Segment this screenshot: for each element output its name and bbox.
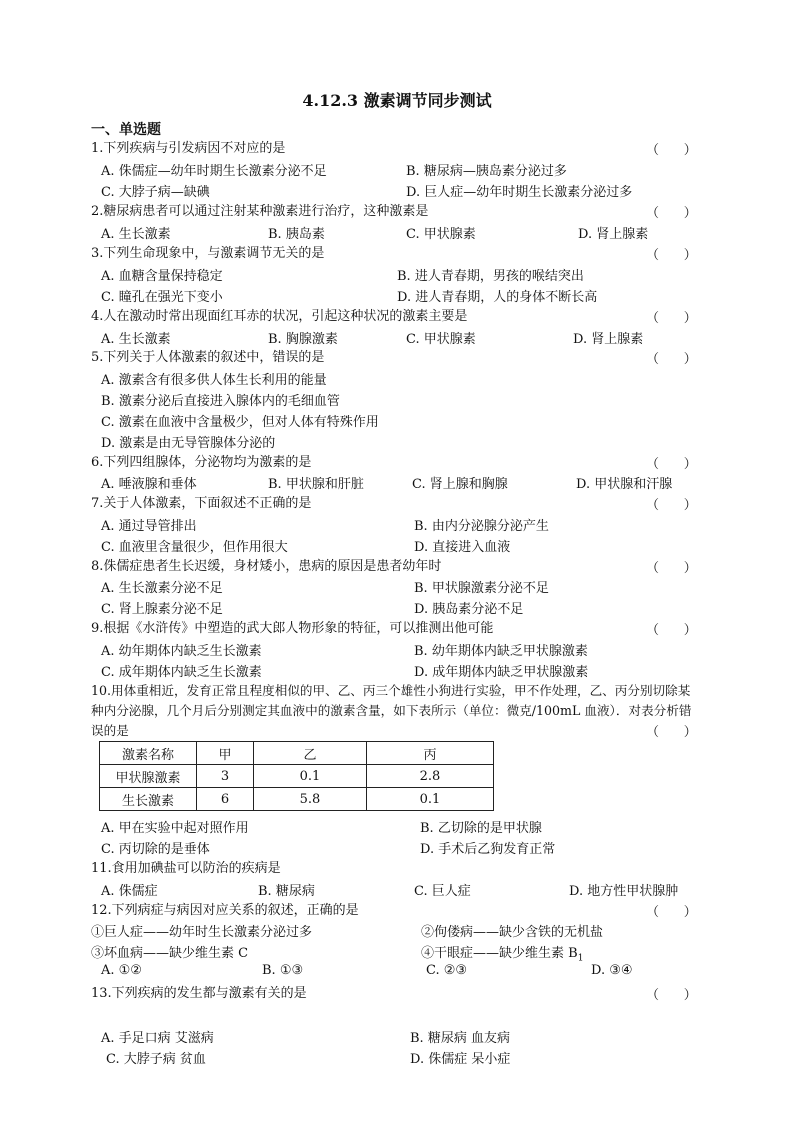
answer-bracket: （ ） (646, 561, 697, 576)
option: B. 幼年期体内缺乏甲状腺激素 (414, 644, 588, 659)
answer-bracket: （ ） (646, 725, 697, 740)
option: B. 激素分泌后直接进入腺体内的毛细血管 (101, 394, 340, 409)
answer-bracket: （ ） (646, 498, 697, 513)
statement-subscript: 1 (577, 953, 584, 964)
question-stem: 1.下列疾病与引发病因不对应的是 (91, 141, 286, 156)
question-stem: 2.糖尿病患者可以通过注射某种激素进行治疗，这种激素是 (91, 204, 429, 219)
option: D. 成年期体内缺乏甲状腺激素 (414, 665, 589, 680)
option: D. 甲状腺和汗腺 (576, 477, 673, 492)
option: B. 由内分泌腺分泌产生 (414, 519, 549, 534)
option: A. 侏儒症—幼年时期生长激素分泌不足 (101, 164, 327, 179)
option: C. 血液里含量很少，但作用很大 (101, 540, 288, 555)
option: B. 糖尿病 血友病 (410, 1031, 510, 1046)
option: B. 胰岛素 (268, 227, 325, 242)
table-cell: 生长激素 (100, 788, 197, 811)
table-row (100, 765, 494, 788)
answer-bracket: （ ） (646, 143, 697, 158)
question-stem: 7.关于人体激素，下面叙述不正确的是 (91, 496, 312, 511)
option: C. 甲状腺素 (406, 332, 476, 347)
table-cell: 6 (197, 788, 254, 811)
question-stem: 9.根据《水浒传》中塑造的武大郎人物形象的特征，可以推测出他可能 (91, 621, 494, 636)
option: A. 生长激素 (101, 332, 171, 347)
question-stem: 8.侏儒症患者生长迟缓，身材矮小，患病的原因是患者幼年时 (91, 559, 442, 574)
option: D. 侏儒症 呆小症 (410, 1052, 511, 1067)
option: A. 甲在实验中起对照作用 (101, 821, 249, 836)
option: C. 巨人症 (414, 884, 471, 899)
answer-bracket: （ ） (646, 905, 697, 920)
statement: ①巨人症——幼年时生长激素分泌过多 (91, 925, 313, 940)
option: A. 侏儒症 (101, 884, 158, 899)
statement (421, 942, 583, 964)
option: B. 糖尿病 (258, 884, 315, 899)
option: D. 激素是由无导管腺体分泌的 (101, 436, 276, 451)
option: B. 乙切除的是甲状腺 (420, 821, 542, 836)
table-cell: 3 (197, 765, 254, 788)
table-header-cell: 乙 (254, 742, 367, 765)
answer-bracket: （ ） (646, 206, 697, 221)
option: D. 肾上腺素 (578, 227, 649, 242)
option: C. 肾上腺和胸腺 (412, 477, 508, 492)
option: B. 进人青春期，男孩的喉结突出 (397, 269, 584, 284)
question-stem: 12.下列病症与病因对应关系的叙述，正确的是 (91, 903, 359, 918)
table-cell: 甲状腺激素 (100, 765, 197, 788)
table-row (100, 788, 494, 811)
option: D. 进人青春期，人的身体不断长高 (397, 290, 598, 305)
option: A. ①② (101, 963, 142, 978)
option: D. 地方性甲状腺肿 (569, 884, 679, 899)
answer-bracket: （ ） (646, 988, 697, 1003)
option: A. 唾液腺和垂体 (101, 477, 197, 492)
option: D. 巨人症—幼年时期生长激素分泌过多 (406, 185, 633, 200)
question-stem: 5.下列关于人体激素的叙述中，错误的是 (91, 350, 325, 365)
option: B. 甲状腺和肝脏 (268, 477, 364, 492)
table-cell: 0.1 (254, 765, 367, 788)
statement: ③坏血病——缺少维生素 C (91, 946, 249, 961)
statement: ②佝偻病——缺少含铁的无机盐 (421, 925, 604, 940)
option: B. 甲状腺激素分泌不足 (414, 581, 549, 596)
option: C. 肾上腺素分泌不足 (101, 602, 223, 617)
table-cell: 2.8 (367, 765, 494, 788)
question-stem: 6.下列四组腺体，分泌物均为激素的是 (91, 455, 312, 470)
option: D. 手术后乙狗发育正常 (420, 842, 556, 857)
answer-bracket: （ ） (646, 623, 697, 638)
question-stem: 4.人在激动时常出现面红耳赤的状况，引起这种状况的激素主要是 (91, 309, 468, 324)
question-stem: 3.下列生命现象中，与激素调节无关的是 (91, 246, 325, 261)
option: A. 激素含有很多供人体生长利用的能量 (101, 373, 327, 388)
option: C. 大脖子病 贫血 (106, 1052, 206, 1067)
page-title: 4.12.3 激素调节同步测试 (302, 91, 492, 110)
option: A. 生长激素 (101, 227, 171, 242)
option: D. 肾上腺素 (573, 332, 644, 347)
question-stem: 13.下列疾病的发生都与激素有关的是 (91, 986, 307, 1001)
option: B. 糖尿病—胰岛素分泌过多 (406, 164, 567, 179)
table-header-cell: 甲 (197, 742, 254, 765)
option: A. 通过导管排出 (101, 519, 197, 534)
option: C. 激素在血液中含量极少，但对人体有特殊作用 (101, 415, 379, 430)
table-header-cell: 激素名称 (100, 742, 197, 765)
option: A. 幼年期体内缺乏生长激素 (101, 644, 262, 659)
section-heading: 一、单选题 (91, 122, 161, 138)
option: C. 瞳孔在强光下变小 (101, 290, 223, 305)
option: D. 胰岛素分泌不足 (414, 602, 524, 617)
option: D. ③④ (591, 963, 633, 978)
hormone-table (99, 741, 494, 811)
option: A. 血糖含量保持稳定 (101, 269, 223, 284)
option: C. 大脖子病—缺碘 (101, 185, 210, 200)
statement-text: ④干眼症——缺少维生素 B (421, 946, 578, 961)
table-cell: 0.1 (367, 788, 494, 811)
table-header-cell: 丙 (367, 742, 494, 765)
option: C. 丙切除的是垂体 (101, 842, 210, 857)
option: B. ①③ (262, 963, 304, 978)
question-stem: 11.食用加碘盐可以防治的疾病是 (91, 861, 281, 876)
option: B. 胸腺激素 (268, 332, 338, 347)
table-header-row (100, 742, 494, 765)
option: C. 甲状腺素 (406, 227, 476, 242)
option: C. ②③ (426, 963, 468, 978)
option: C. 成年期体内缺乏生长激素 (101, 665, 262, 680)
answer-bracket: （ ） (646, 248, 697, 263)
answer-bracket: （ ） (646, 311, 697, 326)
answer-bracket: （ ） (646, 352, 697, 367)
question-stem: 10.用体重相近，发育正常且程度相似的甲、乙、丙三个雄性小狗进行实验，甲不作处理，乙、丙分别切除某种内分泌腺，几个月后分别测定其血液中的激素含量，如下表所示（单位：微克/100mL 血液）．对表分析错误的是 (91, 683, 692, 738)
option: A. 生长激素分泌不足 (101, 581, 223, 596)
option: A. 手足口病 艾滋病 (101, 1031, 214, 1046)
option: D. 直接进入血液 (414, 540, 511, 555)
table-cell: 5.8 (254, 788, 367, 811)
answer-bracket: （ ） (646, 457, 697, 472)
